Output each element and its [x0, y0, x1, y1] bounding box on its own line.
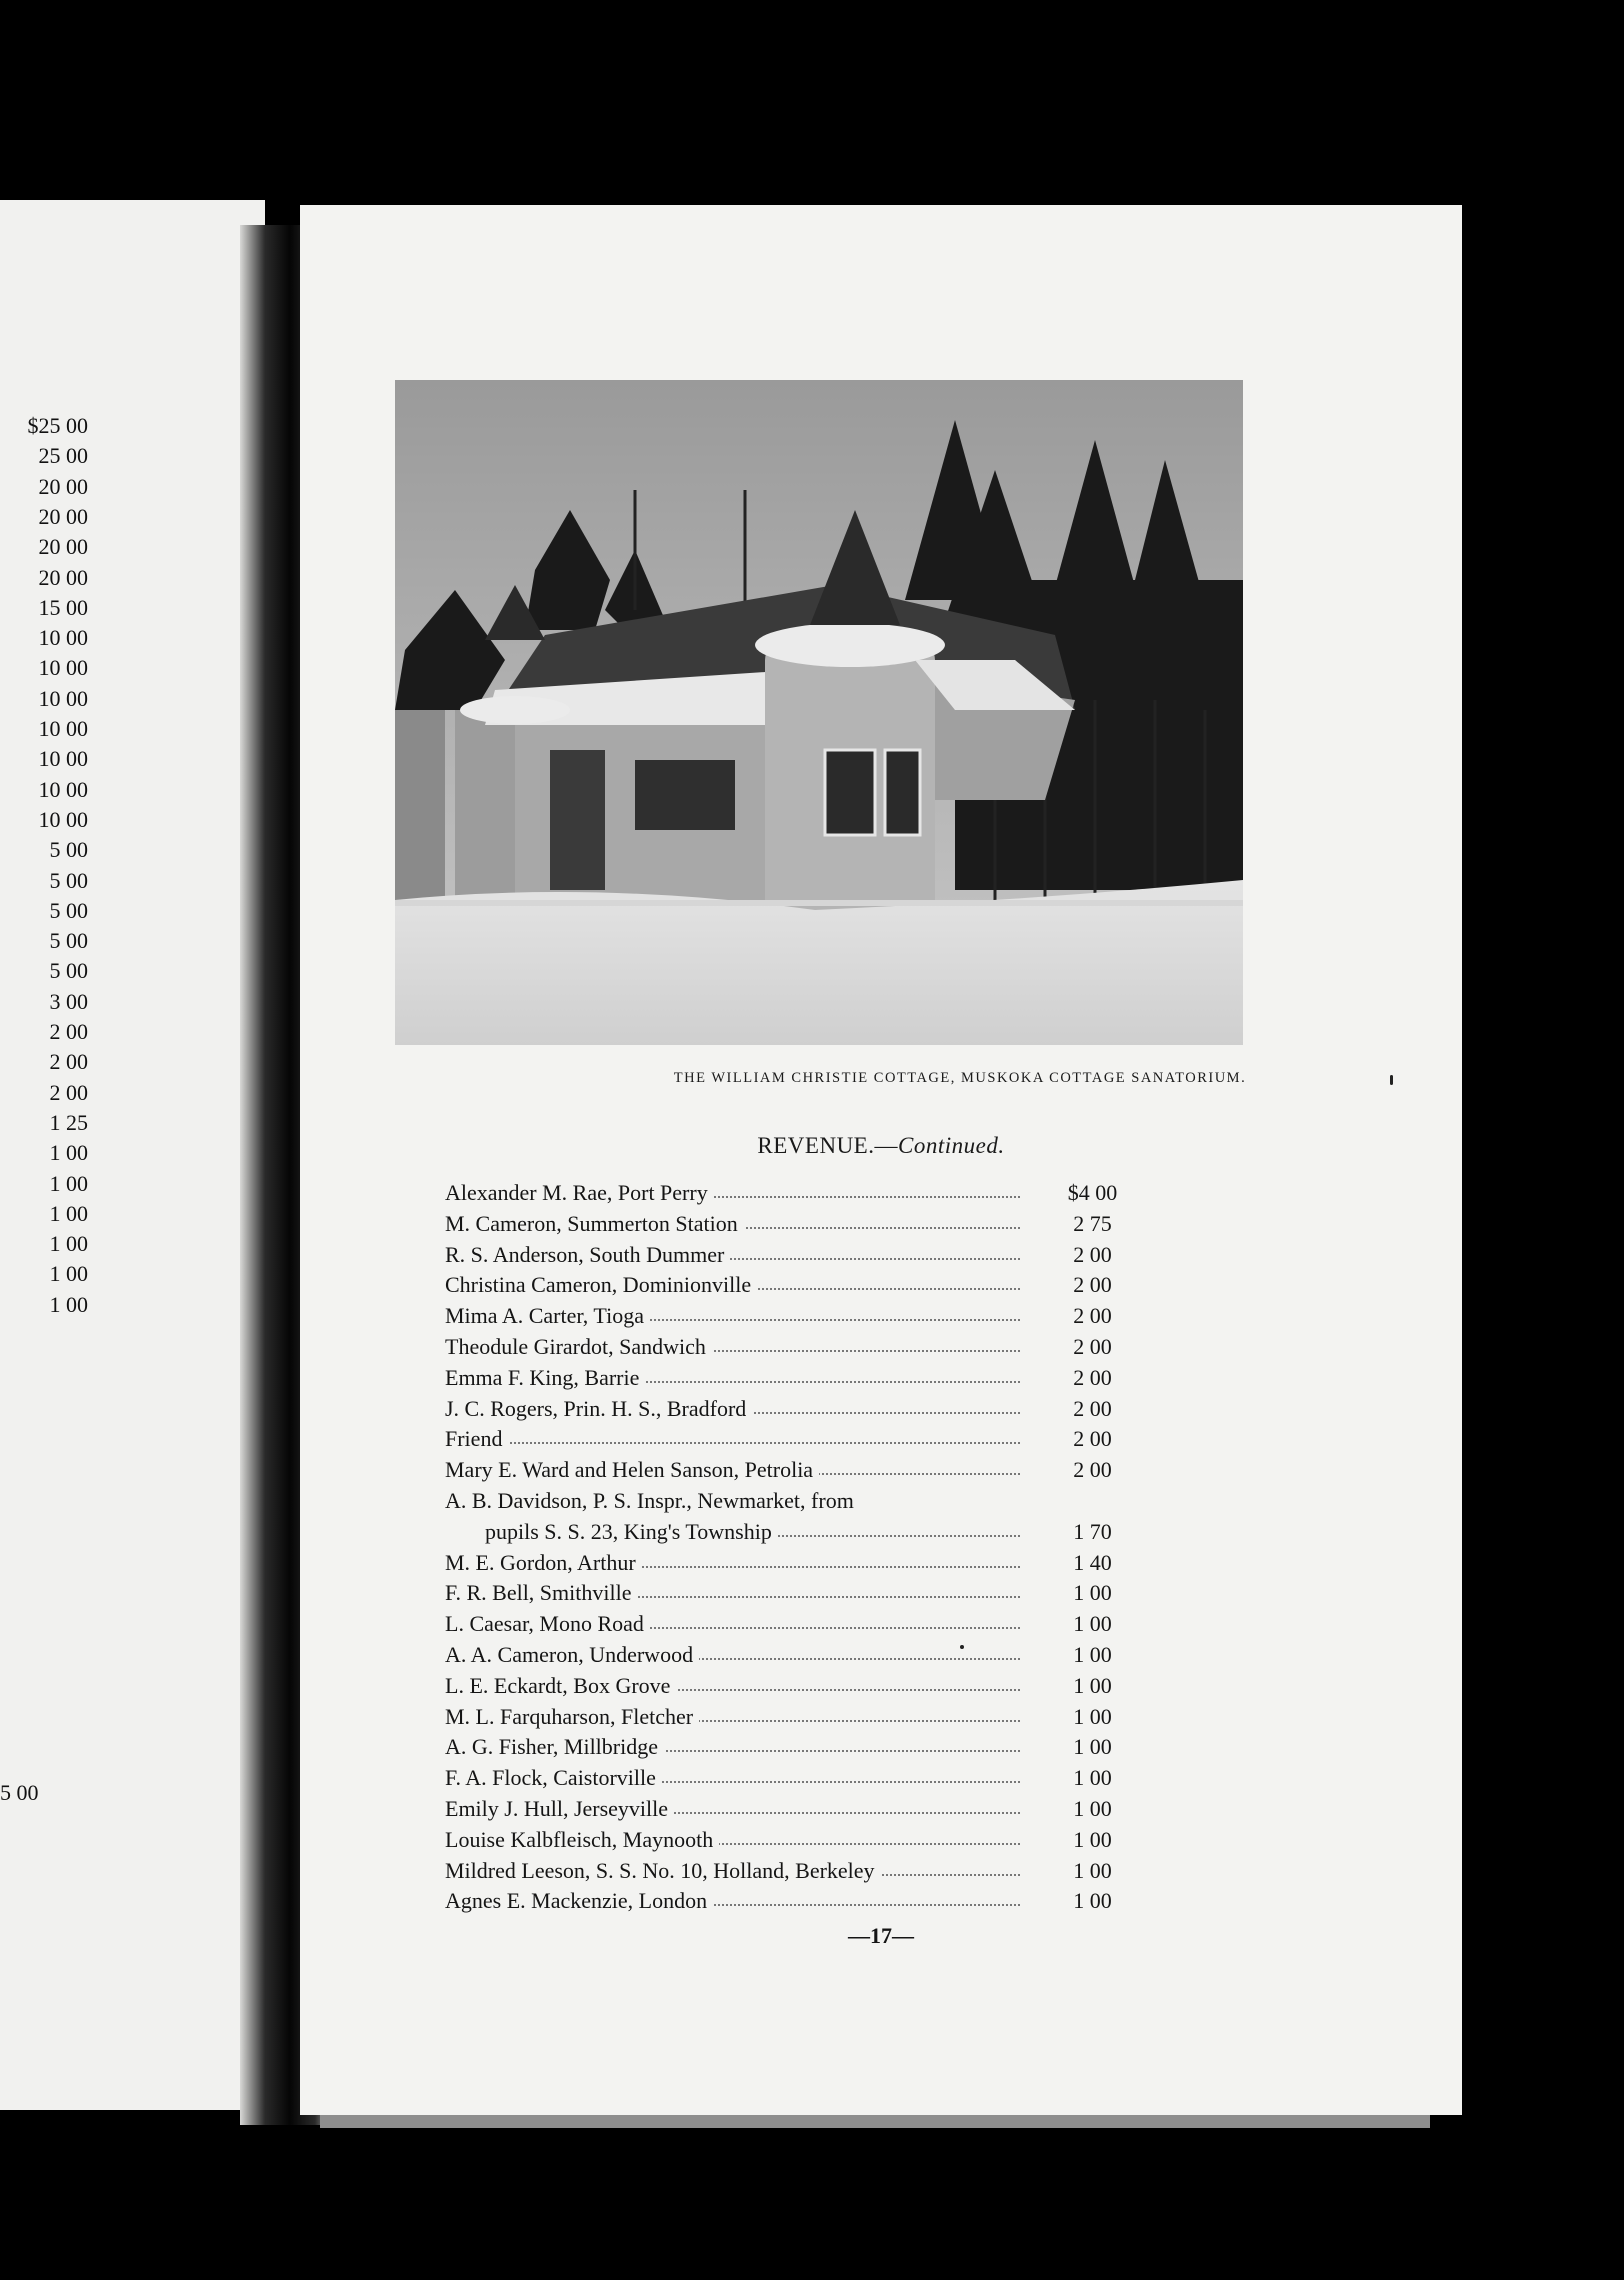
- left-amount: $25 00: [27, 413, 88, 438]
- donation-amount: 2 00: [1073, 1426, 1112, 1452]
- left-amount: 1 25: [49, 1109, 88, 1135]
- donation-amount: 2 00: [1073, 1303, 1112, 1329]
- donor-name: Theodule Girardot, Sandwich: [445, 1334, 712, 1359]
- revenue-entry: [445, 1272, 1285, 1303]
- donor-name: Mary E. Ward and Helen Sanson, Petrolia: [445, 1457, 819, 1482]
- donor-name: F. A. Flock, Caistorville: [445, 1765, 662, 1790]
- left-amount: 5 00: [49, 837, 88, 863]
- left-amount: 5 00: [49, 897, 88, 923]
- donation-amount: 2 00: [1073, 1272, 1112, 1298]
- revenue-entry: [445, 1611, 1285, 1642]
- left-amount: 10 00: [38, 655, 88, 681]
- donor-name: Friend: [445, 1426, 508, 1451]
- revenue-entry: [445, 1334, 1285, 1365]
- left-amount: 2 00: [49, 1019, 88, 1044]
- left-amount: 2 00: [49, 1079, 88, 1105]
- donor-name: Alexander M. Rae, Port Perry: [445, 1180, 714, 1205]
- left-amount: 1 00: [49, 1291, 88, 1317]
- revenue-entry: [445, 1673, 1285, 1704]
- revenue-entry: [445, 1396, 1285, 1427]
- left-amount: 5 00: [49, 867, 88, 893]
- revenue-entry: [445, 1796, 1285, 1827]
- donor-name: Christina Cameron, Dominionville: [445, 1272, 757, 1297]
- donor-name: M. Cameron, Summerton Station: [445, 1211, 744, 1236]
- left-amount: 1 00: [49, 1170, 88, 1196]
- revenue-entry: [445, 1365, 1285, 1396]
- section-heading: [300, 1133, 1462, 1159]
- left-amount: 3 00: [49, 988, 88, 1014]
- donor-name: Louise Kalbfleisch, Maynooth: [445, 1827, 719, 1852]
- left-amount: 15 00: [38, 594, 88, 620]
- revenue-entry: [445, 1488, 1285, 1519]
- donation-amount: 1 00: [1073, 1672, 1112, 1698]
- left-amount: 25 00: [38, 443, 88, 469]
- revenue-entry: [445, 1180, 1285, 1211]
- donation-amount: 1 70: [1073, 1518, 1112, 1544]
- left-facing-page: [0, 200, 265, 2110]
- donation-amount: 1 00: [1073, 1611, 1112, 1637]
- ink-speck: [1390, 1075, 1393, 1085]
- left-amount: 10 00: [38, 776, 88, 802]
- donation-amount: 2 00: [1073, 1333, 1112, 1359]
- revenue-entry: [445, 1888, 1285, 1919]
- donation-amount: 1 00: [1073, 1580, 1112, 1606]
- donor-name: Mima A. Carter, Tioga: [445, 1303, 650, 1328]
- cottage-photograph: [395, 380, 1243, 1045]
- revenue-entry: [445, 1242, 1285, 1273]
- left-amount: 2 00: [49, 1049, 88, 1075]
- revenue-entry: [445, 1704, 1285, 1735]
- left-amount: 20 00: [38, 473, 88, 499]
- revenue-entry: [445, 1765, 1285, 1796]
- photo-caption: THE WILLIAM CHRISTIE COTTAGE, MUSKOKA COTTAGE SANATORIUM.: [673, 1070, 1247, 1086]
- cottage-photo-illustration: [395, 380, 1243, 1045]
- donation-amount: 1 00: [1073, 1641, 1112, 1667]
- donation-amount: 2 00: [1073, 1457, 1112, 1483]
- left-amount: 5 00: [49, 958, 88, 984]
- revenue-entry: [445, 1426, 1285, 1457]
- left-amount: 10 00: [38, 746, 88, 772]
- revenue-entry: [445, 1858, 1285, 1889]
- left-amount: 1 00: [49, 1200, 88, 1226]
- left-amount: 10 00: [38, 625, 88, 651]
- donor-name: M. L. Farquharson, Fletcher: [445, 1704, 699, 1729]
- revenue-list: [445, 1180, 1285, 1919]
- donation-amount: 1 00: [1073, 1826, 1112, 1852]
- left-amount: 1 00: [49, 1261, 88, 1287]
- donor-name: Emily J. Hull, Jerseyville: [445, 1796, 674, 1821]
- left-amount: 20 00: [38, 564, 88, 590]
- donation-amount: 1 00: [1073, 1734, 1112, 1760]
- revenue-entry: [445, 1457, 1285, 1488]
- left-amount: 10 00: [38, 685, 88, 711]
- donor-name: Mildred Leeson, S. S. No. 10, Holland, Berkeley: [445, 1858, 881, 1883]
- revenue-entry: [445, 1303, 1285, 1334]
- donor-name: pupils S. S. 23, King's Township: [485, 1519, 778, 1544]
- donation-amount: 1 00: [1073, 1795, 1112, 1821]
- left-amount: 10 00: [38, 806, 88, 832]
- donor-name: J. C. Rogers, Prin. H. S., Bradford: [445, 1396, 752, 1421]
- left-amount: 10 00: [38, 716, 88, 741]
- revenue-entry: [445, 1211, 1285, 1242]
- donor-name: L. E. Eckardt, Box Grove: [445, 1673, 676, 1698]
- left-amount: 20 00: [38, 503, 88, 529]
- donor-name: M. E. Gordon, Arthur: [445, 1550, 642, 1575]
- donation-amount: 1 00: [1073, 1703, 1112, 1729]
- donation-amount: 1 00: [1073, 1857, 1112, 1883]
- donor-name: A. A. Cameron, Underwood: [445, 1642, 699, 1667]
- donor-name: L. Caesar, Mono Road: [445, 1611, 650, 1636]
- revenue-entry: [445, 1734, 1285, 1765]
- section-title-continued: Continued.: [897, 1133, 1005, 1158]
- revenue-entry: [445, 1642, 1285, 1673]
- left-amount: 5 00: [49, 928, 88, 954]
- revenue-entry: [445, 1580, 1285, 1611]
- revenue-entry: [445, 1827, 1285, 1858]
- donor-name: Emma F. King, Barrie: [445, 1365, 645, 1390]
- left-amount: 1 00: [49, 1231, 88, 1257]
- left-amount: 20 00: [38, 534, 88, 560]
- donation-amount: 1 00: [1073, 1765, 1112, 1791]
- donor-name: R. S. Anderson, South Dummer: [445, 1242, 730, 1267]
- donation-amount: 2 75: [1073, 1210, 1112, 1236]
- donation-amount: 1 40: [1073, 1549, 1112, 1575]
- page-number: —17—: [848, 1923, 914, 1948]
- ink-speck: [960, 1645, 964, 1649]
- donation-amount: 1 00: [1073, 1888, 1112, 1914]
- revenue-entry: [445, 1519, 1285, 1550]
- donation-amount: 2 00: [1073, 1241, 1112, 1267]
- donation-amount: 2 00: [1073, 1395, 1112, 1421]
- left-stray-amount: 5 00: [0, 1780, 39, 1805]
- left-amount: 1 00: [49, 1140, 88, 1166]
- donor-name: F. R. Bell, Smithville: [445, 1580, 637, 1605]
- donation-amount: $4 00: [1067, 1180, 1118, 1205]
- donor-name: Agnes E. Mackenzie, London: [445, 1888, 713, 1913]
- donation-amount: 2 00: [1073, 1364, 1112, 1390]
- revenue-entry: [445, 1550, 1285, 1581]
- donor-name: A. B. Davidson, P. S. Inspr., Newmarket, from: [445, 1488, 860, 1513]
- donor-name: A. G. Fisher, Millbridge: [445, 1734, 664, 1759]
- right-page: [300, 205, 1462, 2115]
- section-title: REVENUE.—: [757, 1133, 898, 1158]
